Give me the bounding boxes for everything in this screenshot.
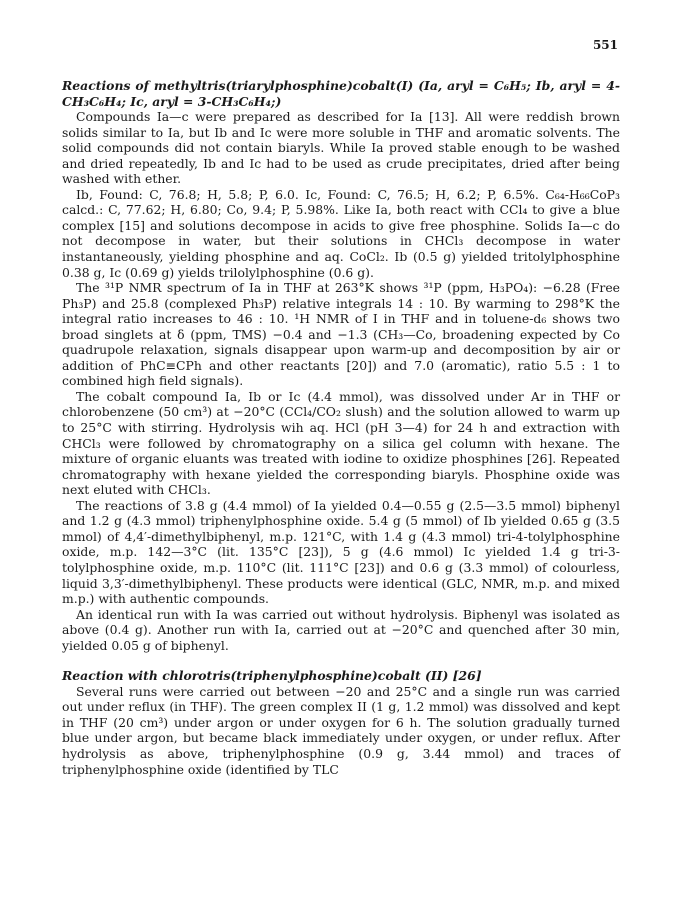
page-number: 551 [592, 38, 618, 52]
article-body [62, 78, 620, 777]
section-heading-methylcobalt: Reactions of methyltris(triarylphosphine)cobalt(I) (Ia, aryl = C₆H₅; Ib, aryl = 4-CH₃C₆H₄; Ic, aryl = 3-CH₃C₆H₄;) [62, 78, 620, 109]
paragraph: The reactions of 3.8 g (4.4 mmol) of Ia yielded 0.4—0.55 g (2.5—3.5 mmol) biphenyl and 1.2 g (4.3 mmol) triphenylphosphine oxide. 5.4 g (5 mmol) of Ib yielded 0.65 g (3.5 mmol) of 4,4′-dimethylbiphenyl, m.p. 121°C, with 1.4 g (4.3 mmol) tri-4-tolylphosphine oxide, m.p. 142—3°C (lit. 135°C [23]), 5 g (4.6 mmol) Ic yielded 1.4 g tri-3-tolylphosphine oxide, m.p. 110°C (lit. 111°C [23]) and 0.6 g (3.3 mmol) of colourless, liquid 3,3′-dimethylbiphenyl. These products were identical (GLC, NMR, m.p. and mixed m.p.) with authentic compounds. [62, 497, 620, 607]
paragraph: Compounds Ia—c were prepared as described for Ia [13]. All were reddish brown solids similar to Ia, but Ib and Ic were more soluble in THF and aromatic solvents. The solid compounds did not contain biaryls. While Ia proved stable enough to be washed and dried repeatedly, Ib and Ic had to be used as crude precipitates, dried after being washed with ether. [62, 109, 620, 187]
paragraph: An identical run with Ia was carried out without hydrolysis. Biphenyl was isolated as above (0.4 g). Another run with Ia, carried out at −20°C and quenched after 30 min, yielded 0.05 g of biphenyl. [62, 606, 620, 653]
paragraph: Several runs were carried out between −20 and 25°C and a single run was carried out under reflux (in THF). The green complex II (1 g, 1.2 mmol) was dissolved and kept in THF (20 cm³) under argon or under oxygen for 6 h. The solution gradually turned blue under argon, but became black immediately under oxygen, or under reflux. After hydrolysis as above, triphenylphosphine (0.9 g, 3.44 mmol) and traces of triphenylphosphine oxide (identified by TLC [62, 683, 620, 777]
paragraph: The cobalt compound Ia, Ib or Ic (4.4 mmol), was dissolved under Ar in THF or chlorobenzene (50 cm³) at −20°C (CCl₄/CO₂ slush) and the solution allowed to warm up to 25°C with stirring. Hydrolysis wih aq. HCl (pH 3—4) for 24 h and extraction with CHCl₃ were followed by chromatography on a silica gel column with hexane. The mixture of organic eluants was treated with iodine to oxidize phosphines [26]. Repeated chromatography with hexane yielded the corresponding biaryls. Phosphine oxide was next eluted with CHCl₃. [62, 388, 620, 498]
paragraph: Ib, Found: C, 76.8; H, 5.8; P, 6.0. Ic, Found: C, 76.5; H, 6.2; P, 6.5%. C₆₄-H₆₆CoP₃ calcd.: C, 77.62; H, 6.80; Co, 9.4; P, 5.98%. Like Ia, both react with CCl₄ to give a blue complex [15] and solutions decompose in acids to give free phosphine. Solids Ia—c do not decompose in water, but their solutions in CHCl₃ decompose in water instantaneously, yielding phosphine and aq. CoCl₂. Ib (0.5 g) yielded tritolylphosphine 0.38 g, Ic (0.69 g) yields trilolylphosphine (0.6 g). [62, 186, 620, 280]
paragraph: The ³¹P NMR spectrum of Ia in THF at 263°K shows ³¹P (ppm, H₃PO₄): −6.28 (Free Ph₃P) and 25.8 (complexed Ph₃P) relative integrals 14 : 10. By warming to 298°K the integral ratio increases to 46 : 10. ¹H NMR of I in THF and in toluene-d₆ shows two broad singlets at δ (ppm, TMS) −0.4 and −1.3 (CH₃—Co, broadening expected by Co quadrupole relaxation, signals disappear upon warm-up and decomposition by air or addition of PhC≡CPh and other reactants [20]) and 7.0 (aromatic), ratio 5.5 : 1 to combined high field signals). [62, 280, 620, 389]
section-heading-chlorotris: Reaction with chlorotris(triphenylphosphine)cobalt (II) [26] [62, 668, 482, 684]
